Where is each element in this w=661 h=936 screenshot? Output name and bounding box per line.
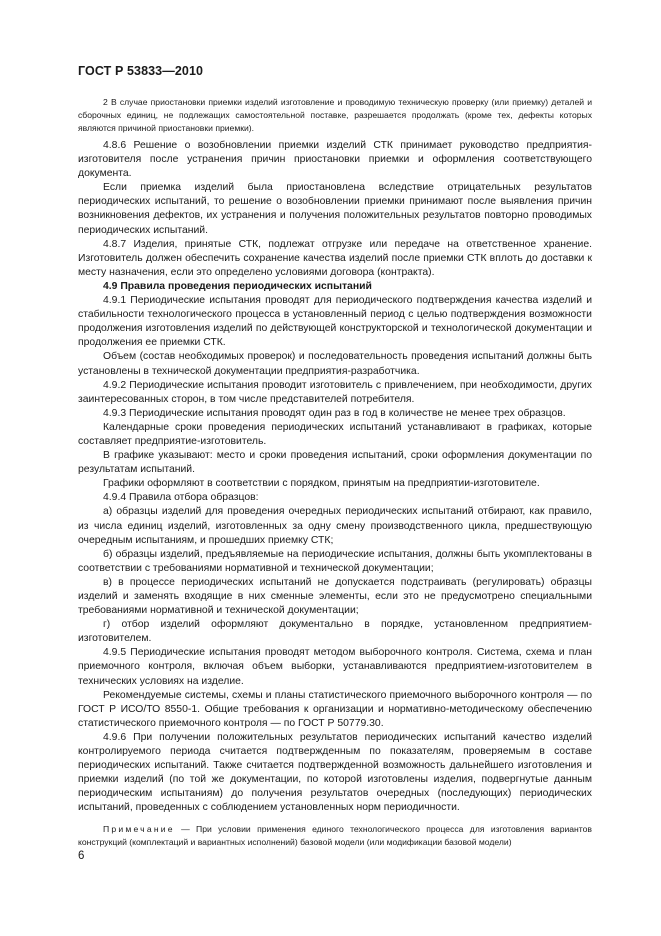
paragraph-4-9-1: 4.9.1 Периодические испытания проводят для периодического подтверждения качества изделий и стабильности технологического процесса в установленный период с целью подтверждения возможности продолжения изготовления изделий по действующей конструкторской и технологической документации и продолжения ее приемки СТК. [78, 295, 592, 349]
note-text: — При условии применения единого технологического процесса для изготовления вариантов конструкций (комплектаций и вариантных исполнений) базовой модели (или модификации базовой модели) [78, 823, 592, 847]
document-body [78, 96, 592, 849]
paragraph-4-9-6: 4.9.6 При получении положительных результатов периодических испытаний качество изделий контролируемого периода считается подтвержденным по показателям, проверяемым в составе периодических испытаний. Также считается подтвержденной возможность дальнейшего изготовления и приемки изделий (по той же документации, по которой изготовлены изделия, подвергнутые данным периодическим испытаниям) до получения результатов очередных (последующих) периодических испытаний, проведенных с соблюдением установленных норм периодичности. [78, 731, 592, 814]
paragraph-4-9-2: 4.9.2 Периодические испытания проводит изготовитель с привлечением, при необходимости, других заинтересованных сторон, в том числе представителей потребителя. [78, 379, 592, 405]
paragraph: Календарные сроки проведения периодических испытаний устанавливают в графиках, которые составляет предприятие-изготовитель. [78, 421, 592, 447]
paragraph: Если приемка изделий была приостановлена вследствие отрицательных результатов периодических испытаний, то решение о возобновлении приемки принимают после выявления причин возникновения дефектов, их устранения и получения положительных результатов повторно проводимых периодических испытаний. [78, 182, 592, 236]
note-label: Примечание [103, 823, 175, 834]
note-top: 2 В случае приостановки приемки изделий изготовление и проводимую техническую проверку (или приемку) деталей и сборочных единиц, не подлежащих самостоятельной поставке, разрешается продолжать (кроме тех, дефекты которых являются причиной приостановки приемки). [78, 97, 592, 133]
section-heading-4-9: 4.9 Правила проведения периодических испытаний [103, 280, 372, 292]
paragraph-4-9-5: 4.9.5 Периодические испытания проводят методом выборочного контроля. Система, схема и план приемочного контроля, включая объем выборки, устанавливаются предприятием-изготовителем в технических условиях на изделие. [78, 647, 592, 687]
paragraph-4-8-7: 4.8.7 Изделия, принятые СТК, подлежат отгрузке или передаче на ответственное хранение. Изготовитель должен обеспечить сохранение качества изделий после приемки СТК вплоть до доставки к месту назначения, если это определено условиями договора (контракта). [78, 238, 592, 278]
paragraph: Графики оформляют в соответствии с порядком, принятым на предприятии-изготовителе. [103, 478, 540, 490]
list-item-v: в) в процессе периодических испытаний не допускается подстраивать (регулировать) образцы изделий и заменять входящие в них сменные элементы, если это не предусмотрено специальными требованиями нормативной и технической документации; [78, 576, 592, 617]
paragraph-4-9-3: 4.9.3 Периодические испытания проводят один раз в год в количестве не менее трех образцов. [103, 407, 566, 419]
paragraph: Рекомендуемые системы, схемы и планы статистического приемочного выборочного контроля — по ГОСТ Р ИСО/ТО 8550-1. Общие требования к организации и нормативно-методическому обеспечению статистического приемочного контроля — по ГОСТ Р 50779.30. [78, 689, 592, 729]
paragraph-4-8-6: 4.8.6 Решение о возобновлении приемки изделий СТК принимает руководство предприятия-изготовителя после устранения причин приостановки приемки и оформления соответствующего документа. [78, 140, 592, 180]
list-item-a: а) образцы изделий для проведения очередных периодических испытаний отбирают, как правило, из числа единиц изделий, изготовленных за одну смену производственного цикла, предшествующую очередным испытаниям, и прошедших приемку СТК; [78, 506, 592, 546]
paragraph: В графике указывают: место и сроки проведения испытаний, сроки оформления документации по результатам испытаний. [78, 450, 592, 476]
paragraph: Объем (состав необходимых проверок) и последовательность проведения испытаний должны быть установлены в технической документации предприятия-разработчика. [78, 351, 592, 377]
note-bottom [78, 823, 592, 849]
list-item-g: г) отбор изделий оформляют документально в порядке, установленном предприятием-изготовителем. [78, 619, 592, 645]
list-item-b: б) образцы изделий, предъявляемые на периодические испытания, должны быть укомплектованы в соответствии с требованиями нормативной и технической документации; [78, 548, 592, 574]
paragraph-4-9-4: 4.9.4 Правила отбора образцов: [103, 492, 259, 504]
page-number: 6 [78, 850, 85, 862]
document-header: ГОСТ Р 53833—2010 [78, 64, 204, 78]
